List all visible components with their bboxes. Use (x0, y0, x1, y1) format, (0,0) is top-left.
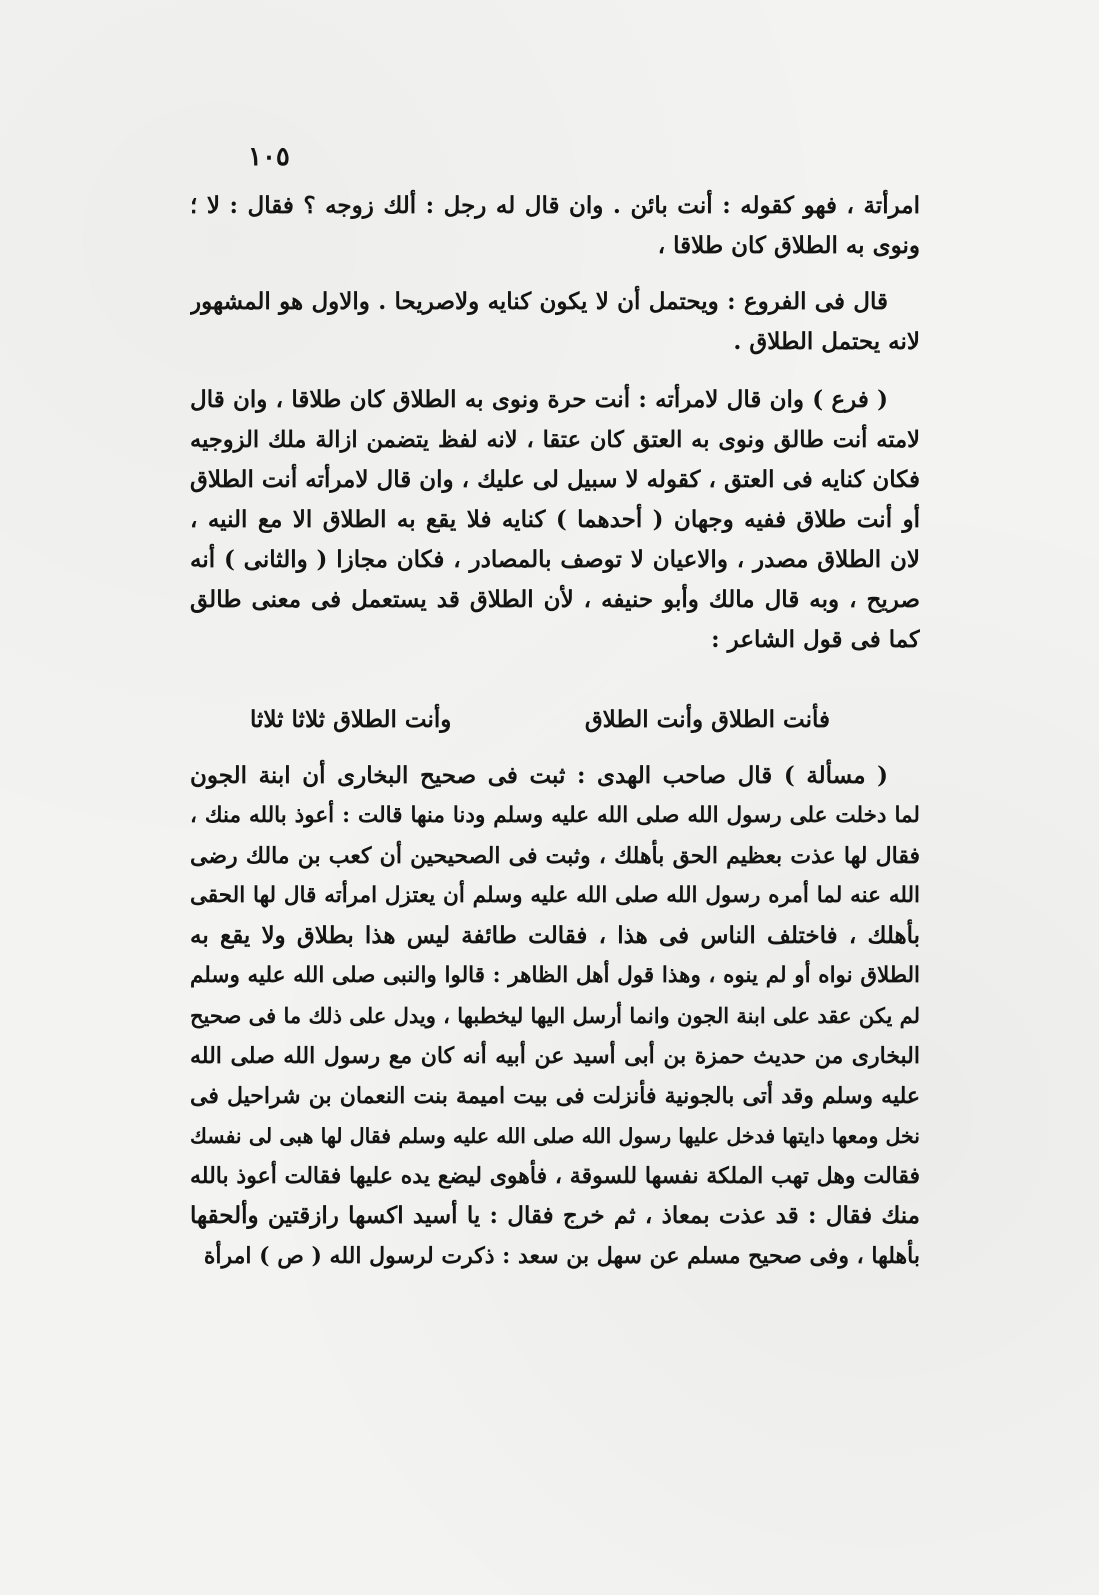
text-line: البخارى من حديث حمزة بن أبى أسيد عن أبيه أنه كان مع رسول الله صلى الله (190, 1043, 920, 1069)
text-line: لانه يحتمل الطلاق . (733, 328, 920, 355)
text-line: فقال لها عذت بعظيم الحق بأهلك ، وثبت فى الصحيحين أن كعب بن مالك رضى (190, 843, 920, 869)
text-line: قال فى الفروع : ويحتمل أن لا يكون كنايه ولاصريحا . والاول هو المشهور (190, 288, 888, 315)
verse-second-hemistich: وأنت الطلاق ثلاثا ثلاثا (250, 706, 452, 733)
paragraph-3 (190, 380, 920, 660)
verse-first-hemistich: فأنت الطلاق وأنت الطلاق (584, 706, 830, 733)
text-line: الطلاق نواه أو لم ينوه ، وهذا قول أهل الظاهر : قالوا والنبى صلى الله عليه وسلم (190, 963, 920, 988)
text-line: لان الطلاق مصدر ، والاعيان لا توصف بالمصادر ، فكان مجازا ( والثانى ) أنه (190, 546, 920, 573)
page-number: ١٠٥ (248, 142, 290, 172)
text-line: لما دخلت على رسول الله صلى الله عليه وسلم ودنا منها قالت : أعوذ بالله منك ، (190, 803, 920, 828)
text-line: الله عنه لما أمره رسول الله صلى الله عليه وسلم أن يعتزل امرأته قال لها الحقى (190, 883, 920, 908)
paragraph-1 (190, 186, 920, 266)
text-line: لامته أنت طالق ونوى به العتق كان عتقا ، لانه لفظ يتضمن ازالة ملك الزوجيه (190, 427, 920, 453)
text-line: بأهلها ، وفى صحيح مسلم عن سهل بن سعد : ذكرت لرسول الله ( ص ) امرأة (203, 1243, 920, 1269)
text-line: كما فى قول الشاعر : (711, 626, 920, 653)
text-line: لم يكن عقد على ابنة الجون وانما أرسل اليها ليخطبها ، ويدل على ذلك ما فى صحيح (190, 1003, 920, 1028)
text-line: عليه وسلم وقد أتى بالجونية فأنزلت فى بيت اميمة بنت النعمان بن شراحيل فى (190, 1083, 920, 1109)
text-line: بأهلك ، فاختلف الناس فى هذا ، فقالت طائفة ليس هذا بطلاق ولا يقع به (190, 922, 920, 949)
paragraph-2 (190, 282, 920, 362)
text-line: امرأتة ، فهو كقوله : أنت بائن . وان قال له رجل : ألك زوجه ؟ فقال : لا ؛ (190, 192, 920, 219)
text-line: نخل ومعها دايتها فدخل عليها رسول الله صلى الله عليه وسلم فقال لها هبى لى نفسك (190, 1124, 920, 1148)
text-line: أو أنت طلاق ففيه وجهان ( أحدهما ) كنايه فلا يقع به الطلاق الا مع النيه ، (190, 506, 920, 533)
text-line: فكان كنايه فى العتق ، كقوله لا سبيل لى عليك ، وان قال لامرأته أنت الطلاق (190, 466, 920, 493)
text-line: صريح ، وبه قال مالك وأبو حنيفه ، لأن الطلاق قد يستعمل فى معنى طالق (190, 586, 920, 613)
poetry-verse (250, 706, 830, 733)
text-line: ( فرع ) وان قال لامرأته : أنت حرة ونوى به الطلاق كان طلاقا ، وان قال (190, 386, 888, 413)
paragraph-4 (190, 756, 920, 1276)
text-line: فقالت وهل تهب الملكة نفسها للسوقة ، فأهوى ليضع يده عليها فقالت أعوذ بالله (190, 1163, 920, 1189)
text-line: ( مسألة ) قال صاحب الهدى : ثبت فى صحيح البخارى أن ابنة الجون (190, 762, 888, 789)
text-line: ونوى به الطلاق كان طلاقا ، (657, 232, 920, 259)
text-line: منك فقال : قد عذت بمعاذ ، ثم خرج فقال : يا أسيد اكسها رازقتين وألحقها (190, 1202, 920, 1229)
